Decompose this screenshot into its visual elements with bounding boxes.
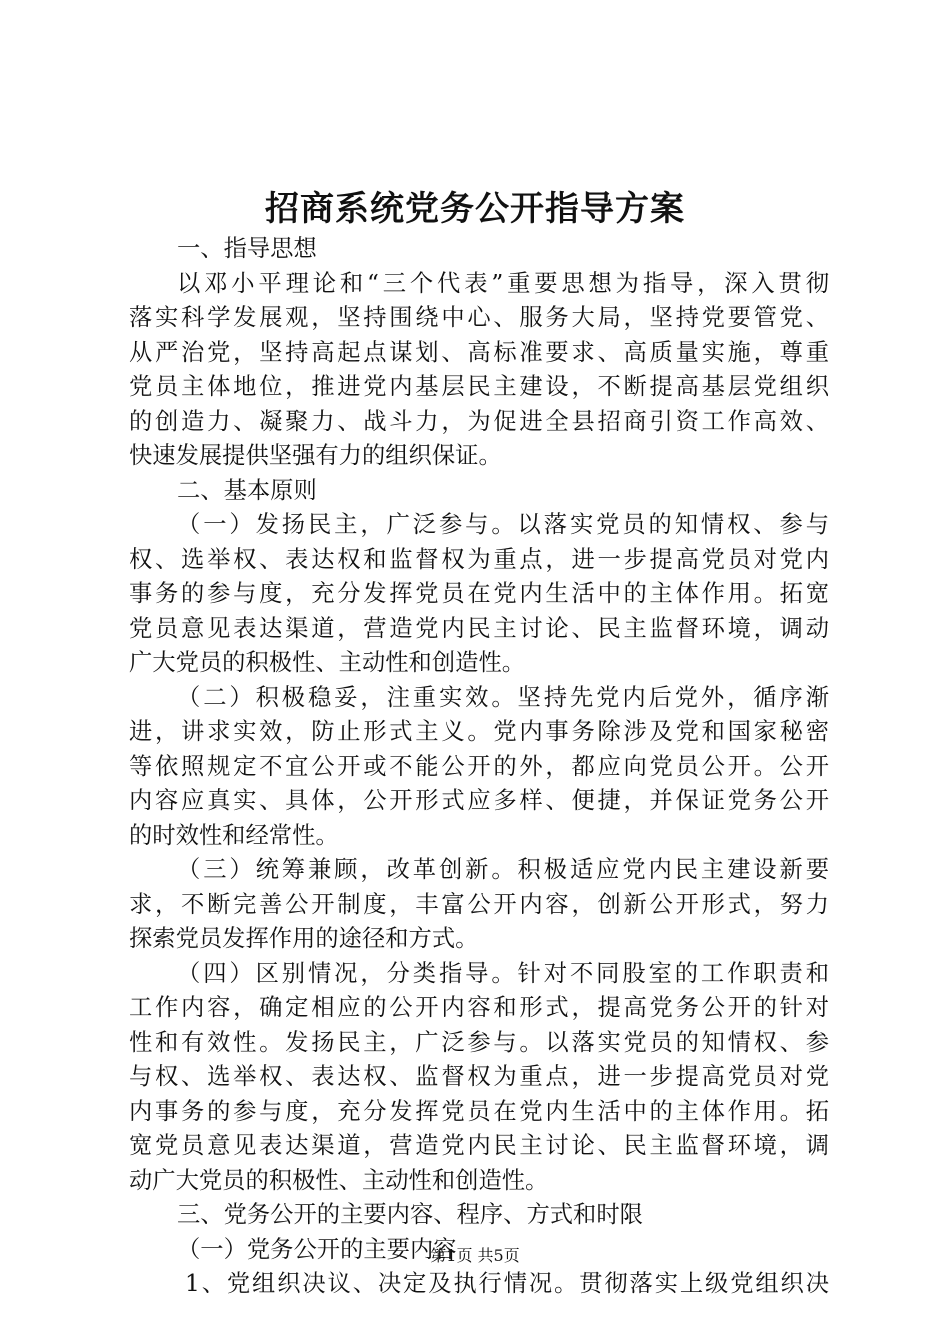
paragraph-line: （四）区别情况，分类指导。针对不同股室的工作职责和 [177,959,829,987]
paragraph-line: （一）发扬民主，广泛参与。以落实党员的知情权、参与 [177,511,829,538]
paragraph-line: 党员意见表达渠道，营造党内民主讨论、民主监督环境，调动 [129,614,829,642]
paragraph-line: 探索党员发挥作用的途径和方式。 [129,925,479,952]
paragraph-line: 宽党员意见表达渠道，营造党内民主讨论、民主监督环境，调 [129,1132,829,1159]
paragraph-line: （二）积极稳妥，注重实效。坚持先党内后党外，循序渐 [177,683,829,711]
paragraph-line: （三）统筹兼顾，改革创新。积极适应党内民主建设新要 [177,856,829,883]
subheading-main-content: （一）党务公开的主要内容 [177,1235,457,1263]
paragraph-line: 内容应真实、具体，公开形式应多样、便捷，并保证党务公开 [129,787,829,814]
paragraph-line: 1、党组织决议、决定及执行情况。贯彻落实上级党组织决 [185,1270,829,1297]
paragraph-line: 工作内容，确定相应的公开内容和形式，提高党务公开的针对 [129,994,829,1021]
paragraph-line: 性和有效性。发扬民主，广泛参与。以落实党员的知情权、参 [129,1028,829,1056]
document-title: 招商系统党务公开指导方案 [265,189,685,229]
paragraph-line: 求，不断完善公开制度，丰富公开内容，创新公开形式，努力 [129,890,829,918]
paragraph-line: 的时效性和经常性。 [129,821,339,849]
paragraph-line: 快速发展提供坚强有力的组织保证。 [129,442,502,469]
heading-main-content: 三、党务公开的主要内容、程序、方式和时限 [177,1201,643,1228]
document-body [129,232,829,1302]
paragraph-line: 动广大党员的积极性、主动性和创造性。 [129,1166,549,1194]
paragraph-line: 以邓小平理论和“三个代表”重要思想为指导，深入贯彻 [177,269,829,297]
heading-basic-principles: 二、基本原则 [177,476,317,504]
paragraph-line: 等依照规定不宜公开或不能公开的外，都应向党员公开。公开 [129,752,829,780]
paragraph-line: 事务的参与度，充分发挥党员在党内生活中的主体作用。拓宽 [129,580,829,607]
page-number: 第1页 共5页 [430,1246,520,1265]
paragraph-line: 权、选举权、表达权和监督权为重点，进一步提高党员对党内 [129,545,829,573]
paragraph-line: 进，讲求实效，防止形式主义。党内事务除涉及党和国家秘密 [129,718,829,745]
paragraph-line: 的创造力、凝聚力、战斗力，为促进全县招商引资工作高效、 [129,407,829,435]
paragraph-line: 内事务的参与度，充分发挥党员在党内生活中的主体作用。拓 [129,1097,829,1125]
paragraph-line: 与权、选举权、表达权、监督权为重点，进一步提高党员对党 [129,1063,829,1090]
paragraph-line: 党员主体地位，推进党内基层民主建设，不断提高基层党组织 [129,373,829,400]
paragraph-line: 从严治党，坚持高起点谋划、高标准要求、高质量实施，尊重 [129,338,829,366]
heading-guiding-ideology: 一、指导思想 [177,235,317,262]
paragraph-line: 广大党员的积极性、主动性和创造性。 [129,649,526,676]
paragraph-line: 落实科学发展观，坚持围绕中心、服务大局，坚持党要管党、 [129,304,829,331]
